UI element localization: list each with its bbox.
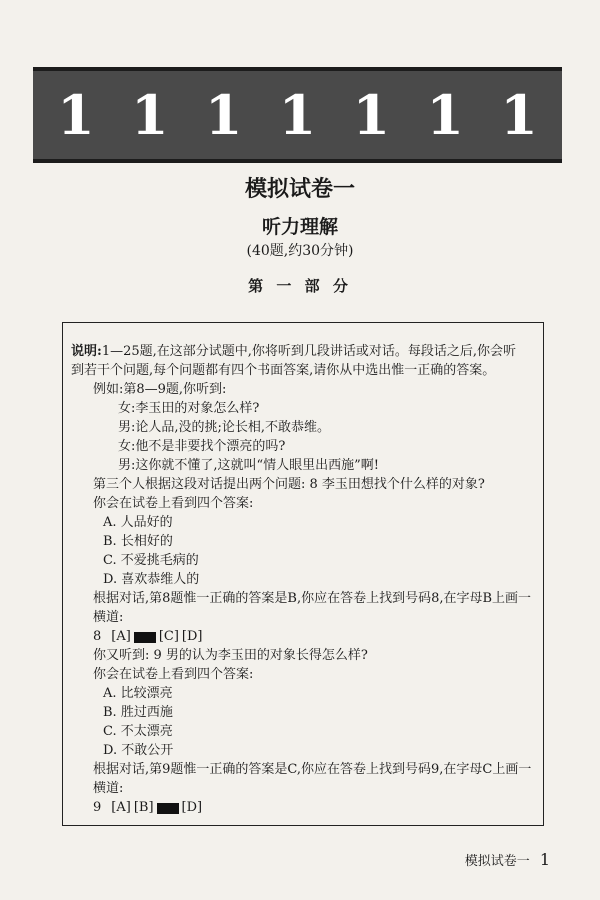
filled-answer-mark bbox=[134, 632, 156, 643]
banner-digit: 1 bbox=[352, 83, 391, 147]
dialogue-line: 女:他不是非要找个漂亮的吗? bbox=[118, 439, 286, 454]
answer-sheet-row bbox=[93, 628, 203, 646]
answer-option: C. 不太漂亮 bbox=[103, 724, 173, 739]
answer-sheet-row bbox=[93, 799, 202, 817]
footer-label: 模拟试卷一 bbox=[464, 854, 530, 869]
see-four-answers: 你会在试卷上看到四个答案: bbox=[93, 667, 254, 682]
explanation-line: 根据对话,第8题惟一正确的答案是B,你应在答卷上找到号码8,在字母B上画一 bbox=[93, 591, 532, 606]
answer-option: C. 不爱挑毛病的 bbox=[103, 553, 199, 568]
answer-sheet-number: 9 bbox=[93, 800, 102, 815]
answer-option: B. 胜过西施 bbox=[103, 705, 173, 720]
instruction-box bbox=[62, 322, 544, 826]
part-title: 第 一 部 分 bbox=[248, 277, 352, 295]
explanation-line: 横道: bbox=[93, 610, 124, 625]
banner-digit: 1 bbox=[500, 83, 538, 147]
answer-option: A. 比较漂亮 bbox=[103, 686, 173, 701]
example-intro: 例如:第8—9题,你听到: bbox=[93, 382, 227, 397]
answer-option: D. 不敢公开 bbox=[103, 743, 174, 758]
answer-sheet-option: [C] bbox=[158, 629, 179, 644]
answer-option: B. 长相好的 bbox=[103, 534, 173, 549]
explanation-line: 横道: bbox=[93, 781, 124, 796]
answer-sheet-option: [D] bbox=[181, 800, 203, 815]
explanation-line: 根据对话,第9题惟一正确的答案是C,你应在答卷上找到号码9,在字母C上画一 bbox=[93, 762, 532, 777]
filled-answer-mark bbox=[157, 803, 179, 814]
banner-digit: 1 bbox=[426, 83, 464, 147]
see-four-answers: 你会在试卷上看到四个答案: bbox=[93, 496, 254, 511]
answer-sheet-option: [B] bbox=[133, 800, 154, 815]
section-title: 听力理解 bbox=[261, 216, 338, 238]
answer-sheet-number: 8 bbox=[93, 629, 102, 644]
instruction-line bbox=[71, 343, 516, 361]
section-subtitle: (40题,约30分钟) bbox=[246, 243, 354, 259]
instruction-text: 1—25题,在这部分试题中,你将听到几段讲话或对话。每段话之后,你会听 bbox=[101, 344, 517, 359]
banner-digit: 1 bbox=[57, 83, 95, 147]
answer-option: A. 人品好的 bbox=[103, 515, 173, 530]
answer-sheet-option: [A] bbox=[111, 800, 131, 815]
instruction-line: 到若干个问题,每个问题都有四个书面答案,请你从中选出惟一正确的答案。 bbox=[71, 363, 496, 378]
answer-sheet-option: [D] bbox=[181, 629, 203, 644]
page-footer bbox=[465, 850, 550, 869]
dialogue-line: 女:李玉田的对象怎么样? bbox=[118, 401, 260, 416]
page-number: 1 bbox=[539, 850, 550, 869]
question-intro: 你又听到: 9 男的认为李玉田的对象长得怎么样? bbox=[93, 648, 368, 663]
exam-title: 模拟试卷一 bbox=[244, 177, 355, 202]
dialogue-line: 男:论人品,没的挑;论长相,不敢恭维。 bbox=[118, 420, 331, 435]
title-banner bbox=[33, 67, 562, 163]
answer-option: D. 喜欢恭维人的 bbox=[103, 572, 200, 587]
banner-digit: 1 bbox=[204, 83, 243, 147]
instruction-label: 说明: bbox=[71, 344, 102, 359]
banner-digit: 1 bbox=[278, 83, 317, 147]
dialogue-line: 男:这你就不懂了,这就叫“情人眼里出西施”啊! bbox=[118, 458, 380, 473]
question-intro: 第三个人根据这段对话提出两个问题: 8 李玉田想找个什么样的对象? bbox=[93, 477, 485, 492]
banner-digit: 1 bbox=[130, 83, 169, 147]
answer-sheet-option: [A] bbox=[111, 629, 131, 644]
